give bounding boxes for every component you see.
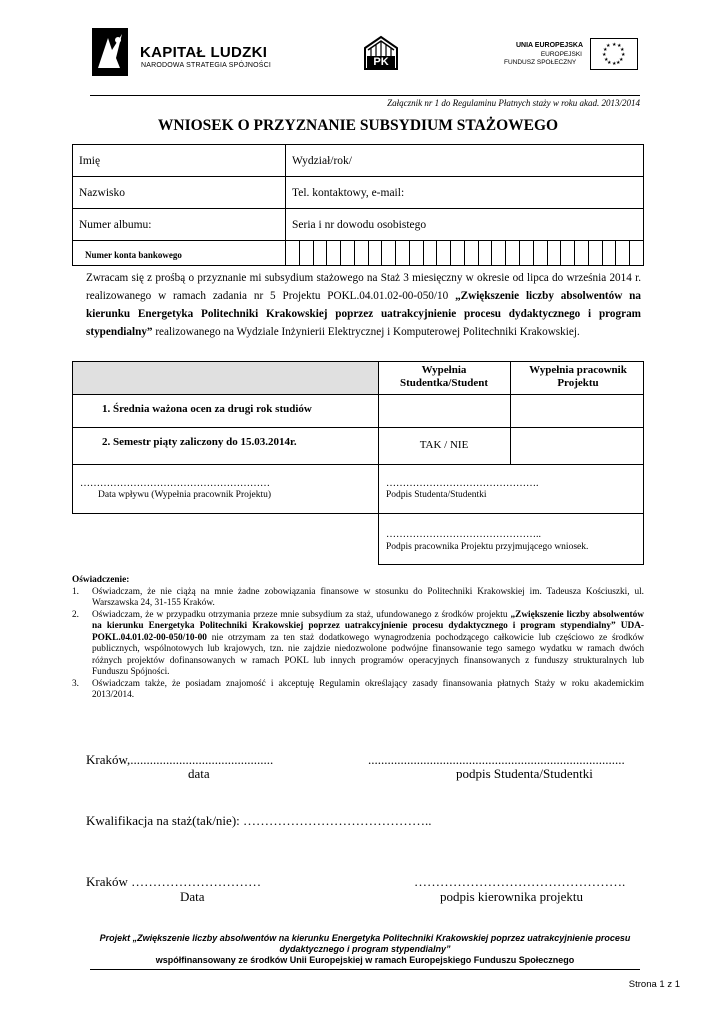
footer-funding: współfinansowany ze środków Unii Europejskiej w ramach Europejskiego Funduszu Społecznego bbox=[155, 955, 575, 965]
field-album[interactable]: Numer albumu: bbox=[73, 209, 286, 241]
ue-line-3: FUNDUSZ SPOŁECZNY bbox=[504, 59, 577, 66]
svg-text:★: ★ bbox=[619, 57, 624, 63]
declaration-item-1: 1. Oświadczam, że nie ciążą na mnie żadne zobowiązania finansowe w stosunku do Politechniki Krakowskiej im. Tadeusza Kościuszki, ul. Warszawska 24, 31-155 Kraków. bbox=[72, 586, 644, 608]
bank-digit-cell[interactable] bbox=[588, 240, 602, 265]
field-nazwisko[interactable]: Nazwisko bbox=[73, 177, 286, 209]
bank-digit-cell[interactable] bbox=[478, 240, 492, 265]
declaration-item-2-text-c: nie otrzymam za ten staż dodatkowego wynagrodzenia pochodzącego całkowicie lub częściowo ze środków publicznych, wspólnotowych lub krajowych, tzn. nie zajdzie niedozwolone podwójne finansowanie tego samego wydatku w ramach dwóch różnych projektów dofinansowanych w ramach POKL lub innych programów operacyjnych finansowanych z funduszy strukturalnych lub Funduszu Spójności. bbox=[92, 632, 644, 677]
header-divider bbox=[90, 95, 640, 96]
request-paragraph bbox=[86, 269, 641, 341]
bank-account-label: Numer konta bankowego bbox=[85, 250, 182, 260]
svg-text:★: ★ bbox=[604, 57, 609, 63]
podpis-pracownik-dots: ……………………………………….. bbox=[386, 529, 541, 540]
bank-digit-cell[interactable] bbox=[285, 240, 299, 265]
row-semestr: 2. Semestr piąty zaliczony do 15.03.2014r. bbox=[102, 436, 297, 448]
field-imie[interactable]: Imię bbox=[73, 145, 286, 177]
krakow-date-2[interactable]: Kraków ………………………… bbox=[86, 874, 262, 889]
bank-digit-cell[interactable] bbox=[602, 240, 616, 265]
header-shade bbox=[73, 362, 378, 394]
personal-data-table bbox=[72, 144, 644, 241]
bank-digit-cell[interactable] bbox=[629, 240, 643, 265]
bank-digit-cell[interactable] bbox=[533, 240, 547, 265]
request-text-2: realizowanego na Wydziale Inżynierii Elektrycznej i Komputerowej Politechniki Krakowskiej. bbox=[152, 326, 580, 338]
podpis-student-label: Podpis Studenta/Studentki bbox=[386, 490, 487, 500]
kwalifikacja-field[interactable]: Kwalifikacja na staż(tak/nie): …………………………………….. bbox=[86, 813, 432, 828]
ue-line-2: EUROPEJSKI bbox=[540, 51, 582, 58]
bank-digit-cell[interactable] bbox=[491, 240, 505, 265]
svg-text:★: ★ bbox=[602, 52, 607, 58]
svg-text:★: ★ bbox=[621, 52, 626, 58]
bank-digit-cell[interactable] bbox=[464, 240, 478, 265]
bank-digit-cell[interactable] bbox=[547, 240, 561, 265]
data-label-1: data bbox=[188, 766, 210, 781]
svg-text:★: ★ bbox=[603, 47, 608, 53]
col-student-header: Wypełnia Studentka/Student bbox=[399, 364, 489, 389]
bank-digit-cell[interactable] bbox=[395, 240, 409, 265]
bank-digit-cell[interactable] bbox=[340, 240, 354, 265]
svg-text:★: ★ bbox=[612, 42, 617, 48]
project-name-bold: „Zwiększenie liczby absolwentów na kierunku Energetyka Politechniki Krakowskiej poprzez uatrakcyjnienie procesu dydaktycznego i program stypendialny” bbox=[86, 290, 642, 338]
declaration-item-3: 3. Oświadczam także, że posiadam znajomość i akceptuję Regulamin określający zasady finansowania płatnych Staży w roku akademickim 2013/2014. bbox=[72, 678, 644, 700]
footer-divider bbox=[90, 969, 640, 970]
row-srednia: 1. Średnia ważona ocen za drugi rok studiów bbox=[102, 403, 312, 415]
podpis-student-dots: ………………………………………. bbox=[386, 478, 539, 489]
declaration-section bbox=[72, 575, 644, 702]
request-text-1: Zwracam się z prośbą o przyznanie mi subsydium stażowego na Staż 3 miesięczny w okresie od lipca do września 2014 r. realizowanego w ramach zadania nr 5 Projektu POKL.04.01.02-00-050/10 bbox=[86, 272, 641, 302]
bank-account-row bbox=[72, 240, 644, 266]
data-wplywu-dots: ………………………………………………… bbox=[80, 478, 270, 489]
bank-digit-cell[interactable] bbox=[409, 240, 423, 265]
declaration-item-2-text-a: Oświadczam, że w przypadku otrzymania przeze mnie subsydium za staż, ufundowanego z środków projektu bbox=[92, 609, 511, 620]
declaration-item-1-text: Oświadczam, że nie ciążą na mnie żadne zobowiązania finansowe w stosunku do Politechniki Krakowskiej im. Tadeusza Kościuszki, ul. Warszawska 24, 31-155 Kraków. bbox=[92, 586, 644, 608]
bank-digit-cell[interactable] bbox=[313, 240, 327, 265]
student-signature-dots[interactable]: ............................................................................... bbox=[368, 752, 625, 767]
declaration-heading: Oświadczenie: bbox=[72, 575, 130, 585]
col-pracownik-header: Wypełnia pracownik Projektu bbox=[529, 364, 627, 389]
svg-text:★: ★ bbox=[606, 43, 611, 49]
ue-line-1: UNIA EUROPEJSKA bbox=[516, 42, 584, 49]
bank-digit-cell[interactable] bbox=[436, 240, 450, 265]
field-tel[interactable]: Tel. kontaktowy, e-mail: bbox=[286, 177, 644, 209]
criteria-table bbox=[72, 361, 644, 514]
bank-digit-cell[interactable] bbox=[505, 240, 519, 265]
kierownik-signature-dots[interactable]: …………………………………………. bbox=[414, 874, 626, 889]
bank-digit-cell[interactable] bbox=[450, 240, 464, 265]
bank-digit-cell[interactable] bbox=[299, 240, 313, 265]
footer bbox=[90, 933, 640, 966]
srednia-student-cell[interactable] bbox=[380, 395, 508, 427]
declaration-item-2-bold: „Zwiększenie liczby absolwentów na kierunku Energetyka Politechniki Krakowskiej poprzez uatrakcyjnienie procesu dydaktycznego i program stypendialny” UDA-POKL.04.01.02-00-050/10-00 bbox=[92, 609, 644, 643]
eu-flag-icon bbox=[590, 38, 638, 70]
svg-text:★: ★ bbox=[607, 60, 612, 66]
krakow-date-1[interactable]: Kraków,............................................ bbox=[86, 752, 274, 767]
bank-digit-cell[interactable] bbox=[381, 240, 395, 265]
page-number: Strona 1 z 1 bbox=[628, 979, 680, 990]
svg-text:★: ★ bbox=[616, 60, 621, 66]
field-wydzial[interactable]: Wydział/rok/ bbox=[286, 145, 644, 177]
bank-digit-cell[interactable] bbox=[615, 240, 629, 265]
data-label-2: Data bbox=[180, 889, 205, 904]
declaration-item-2: 2. Oświadczam, że w przypadku otrzymania przeze mnie subsydium za staż, ufundowanego z środków projektu „Zwiększenie liczby absolwentów na kierunku Energetyka Politechniki Krakowskiej poprzez uatrakcyjnienie procesu dydaktycznego i program stypendialny” UDA-POKL.04.01.02-00-050/10-00 nie otrzymam za ten staż dodatkowego wynagrodzenia pochodzącego całkowicie lub częściowo ze środków publicznych, wspólnotowych lub krajowych, tzn. nie zajdzie niedozwolone podwójne finansowanie tego samego wydatku w ramach dwóch różnych projektów dofinansowanych w ramach POKL lub innych programów operacyjnych finansowanych z funduszy strukturalnych lub Funduszu Spójności. bbox=[72, 609, 644, 677]
bank-digit-cell[interactable] bbox=[574, 240, 588, 265]
pk-logo bbox=[362, 34, 400, 72]
pk-logo-text: PK bbox=[373, 56, 389, 68]
annex-note: Załącznik nr 1 do Regulaminu Płatnych staży w roku akad. 2013/2014 bbox=[387, 98, 640, 108]
tak-nie-option[interactable]: TAK / NIE bbox=[419, 439, 469, 451]
srednia-pracownik-cell[interactable] bbox=[512, 395, 642, 427]
kapital-ludzki-logo-icon bbox=[92, 28, 128, 76]
field-dowod[interactable]: Seria i nr dowodu osobistego bbox=[286, 209, 644, 241]
svg-text:★: ★ bbox=[612, 61, 617, 67]
podpis-kierownika-label: podpis kierownika projektu bbox=[440, 889, 583, 904]
semestr-pracownik-cell[interactable] bbox=[512, 428, 642, 464]
svg-text:★: ★ bbox=[617, 43, 622, 49]
bank-digit-cell[interactable] bbox=[368, 240, 382, 265]
svg-text:★: ★ bbox=[620, 47, 625, 53]
bank-digit-cell[interactable] bbox=[560, 240, 574, 265]
pracownik-signature-box bbox=[378, 514, 644, 565]
declaration-item-3-text: Oświadczam także, że posiadam znajomość i akceptuję Regulamin określający zasady finansowania płatnych Staży w roku akademickim 2013/2014. bbox=[92, 678, 644, 700]
bank-digit-cell[interactable] bbox=[519, 240, 533, 265]
bank-digit-cell[interactable] bbox=[423, 240, 437, 265]
bank-digit-cell[interactable] bbox=[354, 240, 368, 265]
podpis-pracownik-label: Podpis pracownika Projektu przyjmującego wniosek. bbox=[386, 542, 589, 552]
kapital-ludzki-subtitle: NARODOWA STRATEGIA SPÓJNOŚCI bbox=[141, 62, 272, 69]
page-title: WNIOSEK O PRZYZNANIE SUBSYDIUM STAŻOWEGO bbox=[157, 117, 559, 134]
podpis-studenta-label: podpis Studenta/Studentki bbox=[456, 766, 593, 781]
footer-project: Projekt „Zwiększenie liczby absolwentów na kierunku Energetyka Politechniki Krakowskiej poprzez uatrakcyjnienie procesu dydaktycznego i program stypendialny” bbox=[99, 933, 631, 954]
bank-digit-cell[interactable] bbox=[326, 240, 340, 265]
data-wplywu-label: Data wpływu (Wypełnia pracownik Projektu) bbox=[98, 490, 272, 500]
kapital-ludzki-title: KAPITAŁ LUDZKI bbox=[140, 44, 268, 61]
